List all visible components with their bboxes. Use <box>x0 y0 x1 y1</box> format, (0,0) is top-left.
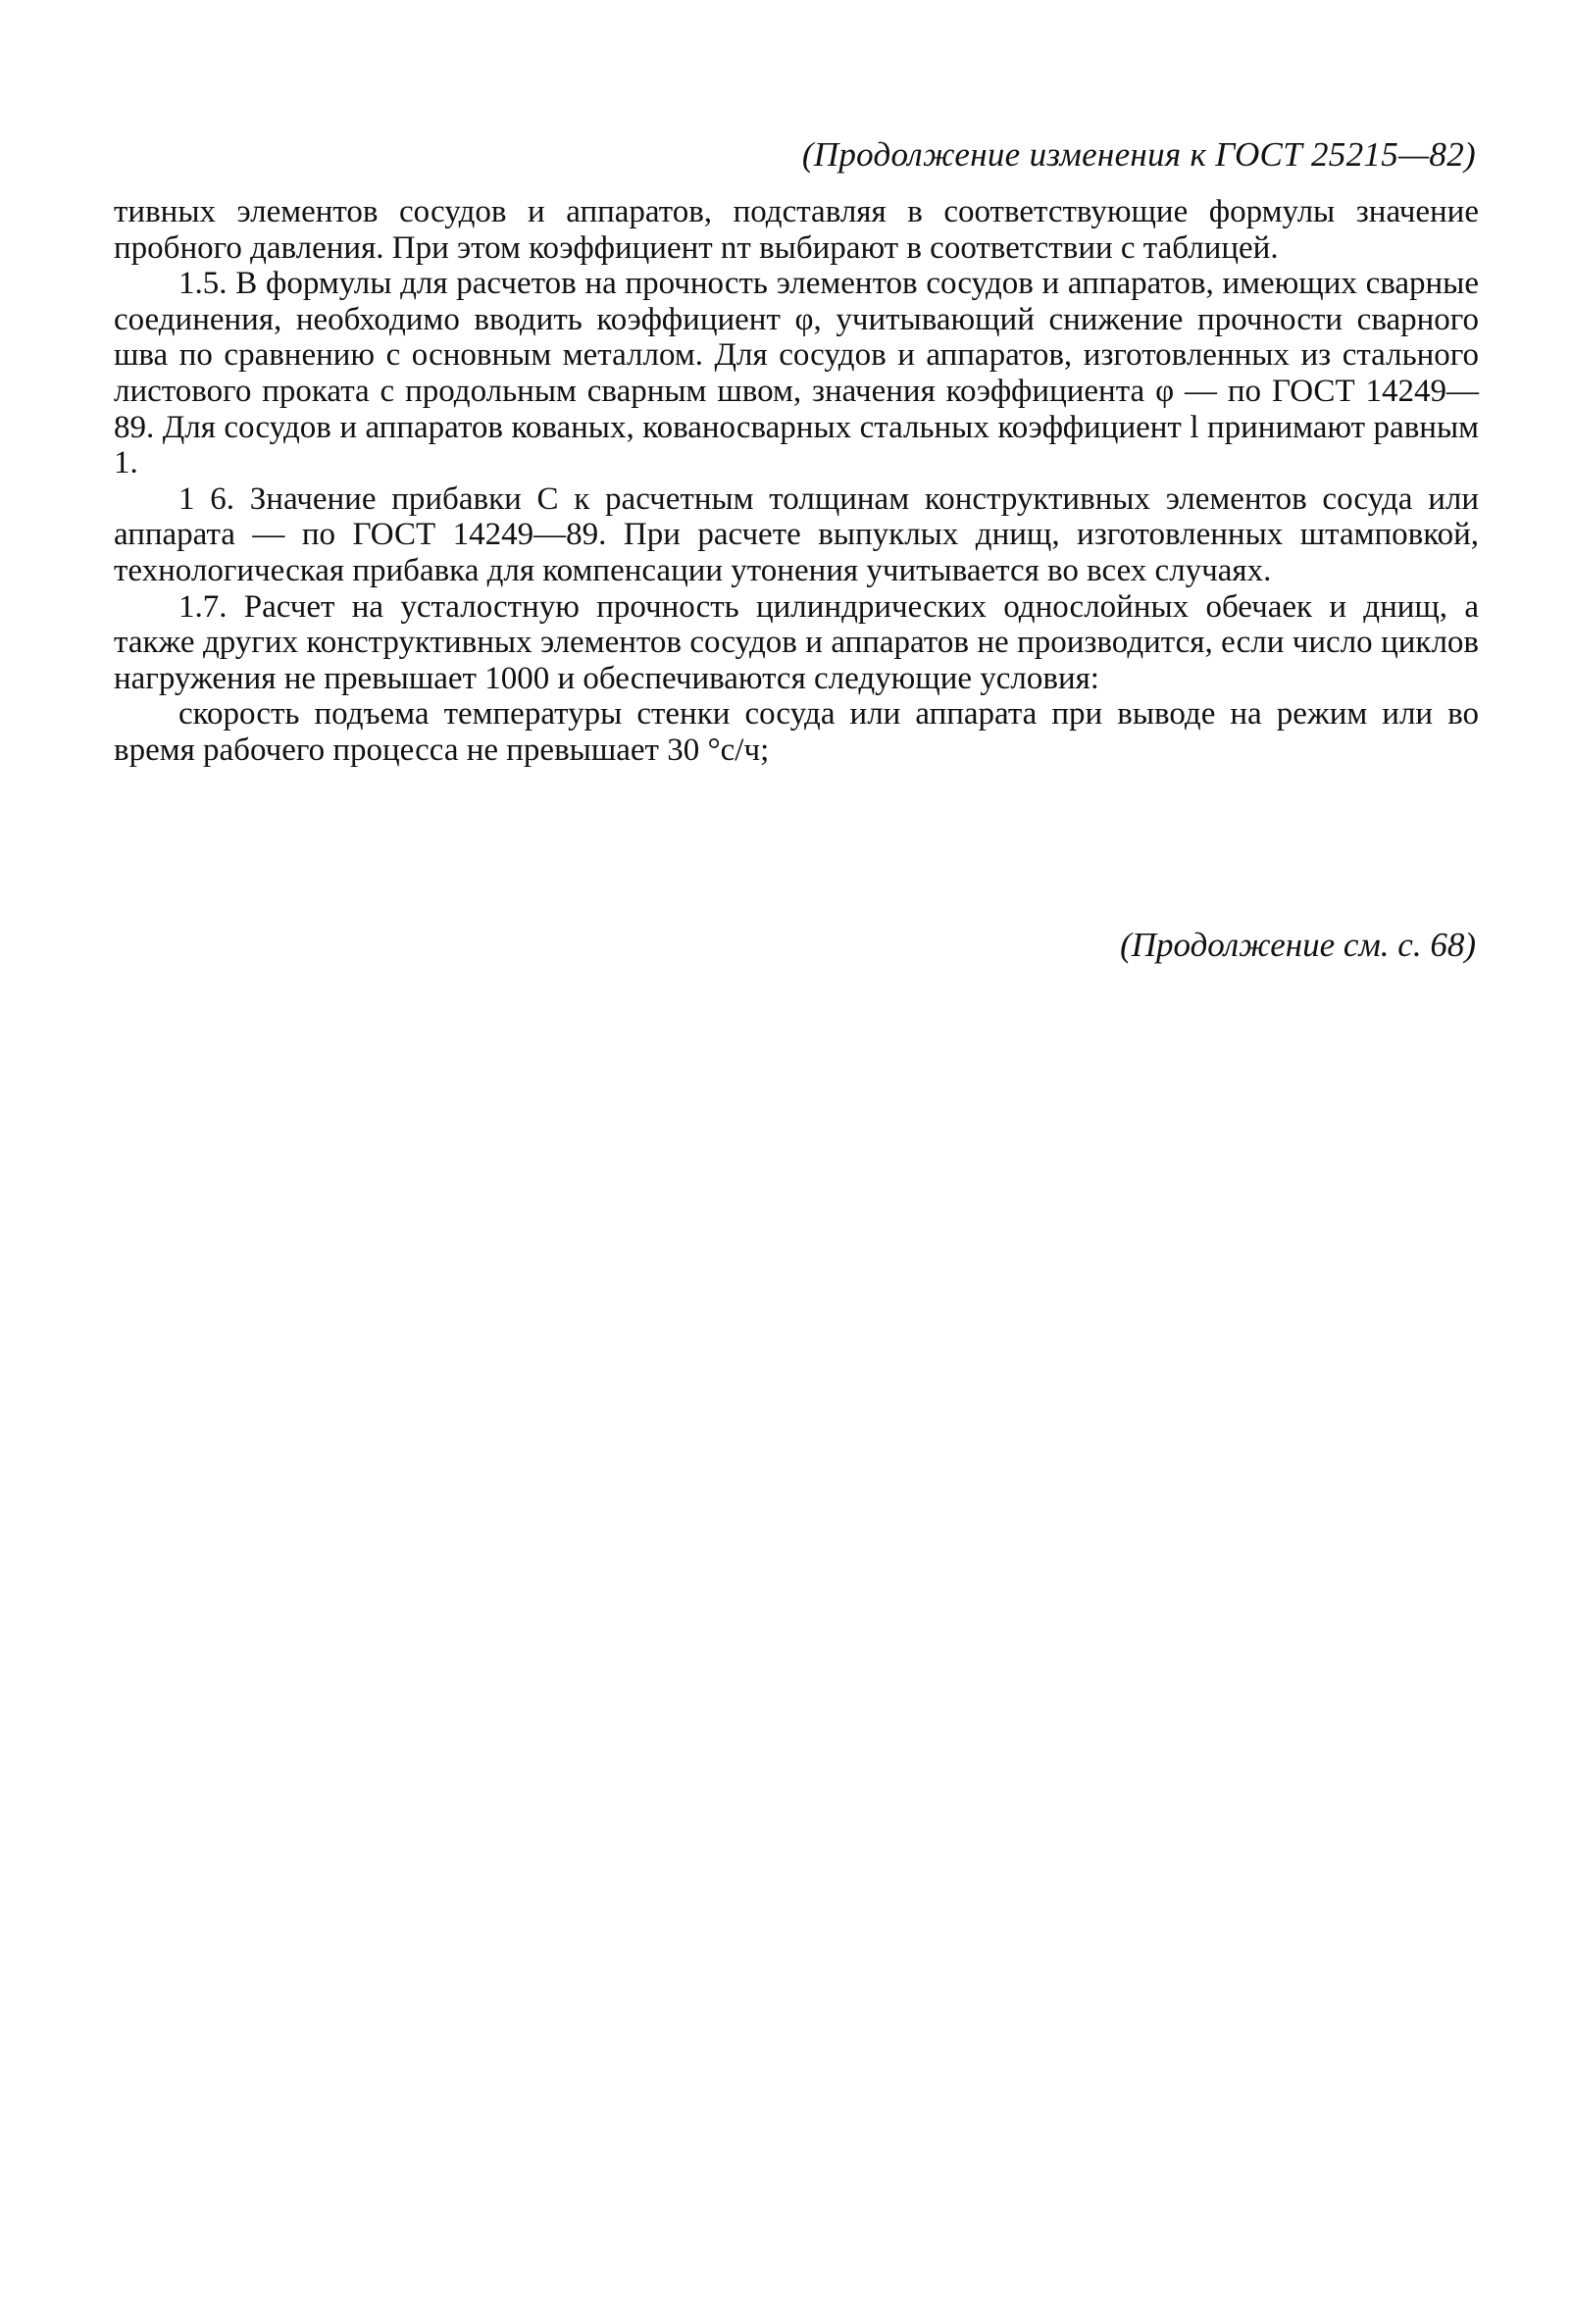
paragraph-1-6: 1 6. Значение прибавки C к расчетным толщинам конструктивных элементов сосуда или аппарата — по ГОСТ 14249—89. При расчете выпуклых днищ, изготовленных штамповкой, технологическая прибавка для компенсации утонения учитывается во всех случаях. <box>114 480 1479 588</box>
paragraph: тивных элементов сосудов и аппаратов, подставляя в соответствующие формулы значение пробного давления. При этом коэффициент nт выбирают в соответствии с таблицей. <box>114 194 1479 266</box>
paragraph-condition: скорость подъема температуры стенки сосуда или аппарата при выводе на режим или во время рабочего процесса не превышает 30 °с/ч; <box>114 696 1479 768</box>
continuation-header: (Продолжение изменения к ГОСТ 25215—82) <box>801 135 1476 174</box>
paragraph-1-5: 1.5. В формулы для расчетов на прочность элементов сосудов и аппаратов, имеющих сварные соединения, необходимо вводить коэффициент φ, учитывающий снижение прочности сварного шва по сравнению с основным металлом. Для сосудов и аппаратов, изготовленных из стального листового проката с продольным сварным швом, значения коэффициента φ — по ГОСТ 14249—89. Для сосудов и аппаратов кованых, кованосварных стальных коэффициент l принимают равным 1. <box>114 266 1479 481</box>
continuation-footer: (Продолжение см. с. 68) <box>1120 926 1476 964</box>
body-text <box>114 194 1479 769</box>
paragraph-1-7: 1.7. Расчет на усталостную прочность цилиндрических однослойных обечаек и днищ, а также других конструктивных элементов сосудов и аппаратов не производится, если число циклов нагружения не превышает 1000 и обеспечиваются следующие условия: <box>114 588 1479 696</box>
